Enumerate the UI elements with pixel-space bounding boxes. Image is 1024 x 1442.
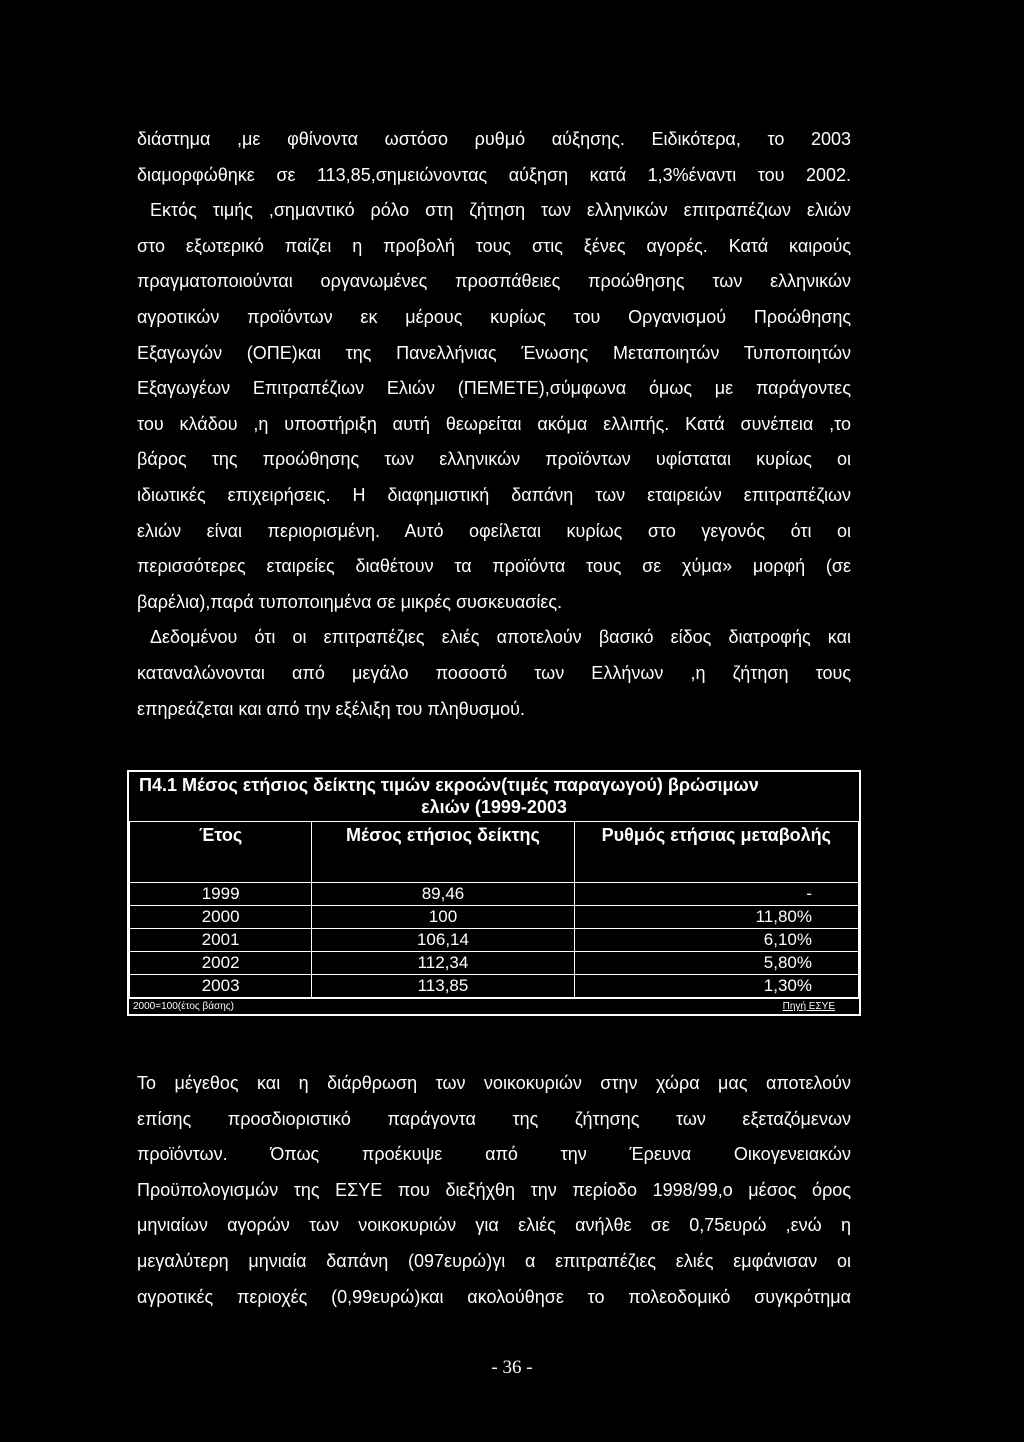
body-paragraph-top: [137, 122, 851, 727]
text-line: προϊόντων. Όπως προέκυψε από την Έρευνα Οικογενειακών: [137, 1144, 851, 1165]
data-table: [129, 821, 859, 998]
cell-year: 2002: [130, 952, 312, 975]
text-line: αγροτικών προϊόντων εκ μέρους κυρίως του Οργανισμού Προώθησης: [137, 306, 851, 327]
cell-rate: 1,30%: [574, 975, 858, 998]
text-line: του κλάδου ,η υποστήριξη αυτή θεωρείται ακόμα ελλιπής. Κατά συνέπεια ,το: [137, 413, 851, 434]
table-row: [130, 906, 859, 929]
text-line: Δεδομένου ότι οι επιτραπέζιες ελιές αποτελούν βασικό είδος διατροφής και: [150, 627, 851, 648]
table-row: [130, 883, 859, 906]
text-line: πραγματοποιούνται οργανωμένες προσπάθειες προώθησης των ελληνικών: [137, 271, 851, 292]
text-line: περισσότερες εταιρείες διαθέτουν τα προϊόντα τους σε χύμα» μορφή (σε: [137, 556, 851, 577]
table-footnote: [129, 998, 859, 1014]
text-line: βάρος της προώθησης των ελληνικών προϊόντων υφίσταται κυρίως οι: [137, 449, 851, 470]
text-line: Εκτός τιμής ,σημαντικό ρόλο στη ζήτηση των ελληνικών επιτραπέζιων ελιών: [150, 200, 851, 221]
cell-rate: 11,80%: [574, 906, 858, 929]
price-index-table: [127, 770, 861, 1016]
source-note: Πηγή ΕΣΥΕ: [782, 1001, 835, 1012]
header-rate: Ρυθμός ετήσιας μεταβολής: [574, 822, 858, 883]
text-line: καταναλώνονται από μεγάλο ποσοστό των Ελλήνων ,η ζήτηση τους: [137, 662, 851, 683]
text-line: διάστημα ,με φθίνοντα ωστόσο ρυθμό αύξησης. Ειδικότερα, το 2003: [137, 129, 851, 149]
text-line: αγροτικές περιοχές (0,99ευρώ)και ακολούθησε το πολεοδομικό συγκρότημα: [137, 1286, 851, 1307]
cell-year: 1999: [130, 883, 312, 906]
cell-index: 112,34: [312, 952, 574, 975]
header-year: Έτος: [130, 822, 312, 883]
text-line: βαρέλια),παρά τυποποιημένα σε μικρές συσκευασίες.: [137, 591, 563, 612]
base-year-note: 2000=100(έτος βάσης): [133, 1001, 234, 1012]
table-row: [130, 952, 859, 975]
table-title-line: ελιών (1999-2003: [421, 797, 567, 817]
text-line: επίσης προσδιοριστικό παράγοντα της ζήτησης των εξεταζόμενων: [137, 1108, 851, 1129]
header-index: Μέσος ετήσιος δείκτης: [312, 822, 574, 883]
table-header-row: [130, 822, 859, 883]
cell-rate: 5,80%: [574, 952, 858, 975]
cell-index: 100: [312, 906, 574, 929]
table-title: [129, 772, 859, 821]
text-line: ιδιωτικές επιχειρήσεις. Η διαφημιστική δαπάνη των εταιρειών επιτραπέζιων: [137, 484, 851, 505]
text-line: Εξαγωγέων Επιτραπέζιων Ελιών (ΠΕΜΕΤΕ),σύμφωνα όμως με παράγοντες: [137, 378, 851, 399]
text-line: μεγαλύτερη μηνιαία δαπάνη (097ευρώ)γι α επιτραπέζιες ελιές εμφάνισαν οι: [137, 1250, 851, 1271]
table-row: [130, 929, 859, 952]
cell-rate: 6,10%: [574, 929, 858, 952]
text-line: Προϋπολογισμών της ΕΣΥΕ που διεξήχθη την περίοδο 1998/99,ο μέσος όρος: [137, 1179, 851, 1200]
cell-year: 2003: [130, 975, 312, 998]
text-line: διαμορφώθηκε σε 113,85,σημειώνοντας αύξηση κατά 1,3%έναντι του 2002.: [137, 164, 851, 185]
cell-year: 2000: [130, 906, 312, 929]
text-line: ελιών είναι περιορισμένη. Αυτό οφείλεται κυρίως στο γεγονός ότι οι: [137, 520, 851, 541]
text-line: Το μέγεθος και η διάρθρωση των νοικοκυριών στην χώρα μας αποτελούν: [137, 1073, 851, 1093]
table-row: [130, 975, 859, 998]
body-paragraph-bottom: [137, 1066, 851, 1315]
text-line: επηρεάζεται και από την εξέλιξη του πληθυσμού.: [137, 698, 526, 719]
text-line: στο εξωτερικό παίζει η προβολή τους στις ξένες αγορές. Κατά καιρούς: [137, 235, 851, 256]
table-title-line: Π4.1 Μέσος ετήσιος δείκτης τιμών εκροών(τιμές παραγωγού) βρώσιμων: [139, 775, 759, 795]
page-number: - 36 -: [491, 1357, 533, 1378]
cell-index: 89,46: [312, 883, 574, 906]
cell-index: 106,14: [312, 929, 574, 952]
text-line: Εξαγωγών (ΟΠΕ)και της Πανελλήνιας Ένωσης Μεταποιητών Τυποποιητών: [137, 342, 851, 363]
cell-index: 113,85: [312, 975, 574, 998]
cell-rate: -: [574, 883, 858, 906]
cell-year: 2001: [130, 929, 312, 952]
text-line: μηνιαίων αγορών των νοικοκυριών για ελιές ανήλθε σε 0,75ευρώ ,ενώ η: [137, 1215, 851, 1236]
